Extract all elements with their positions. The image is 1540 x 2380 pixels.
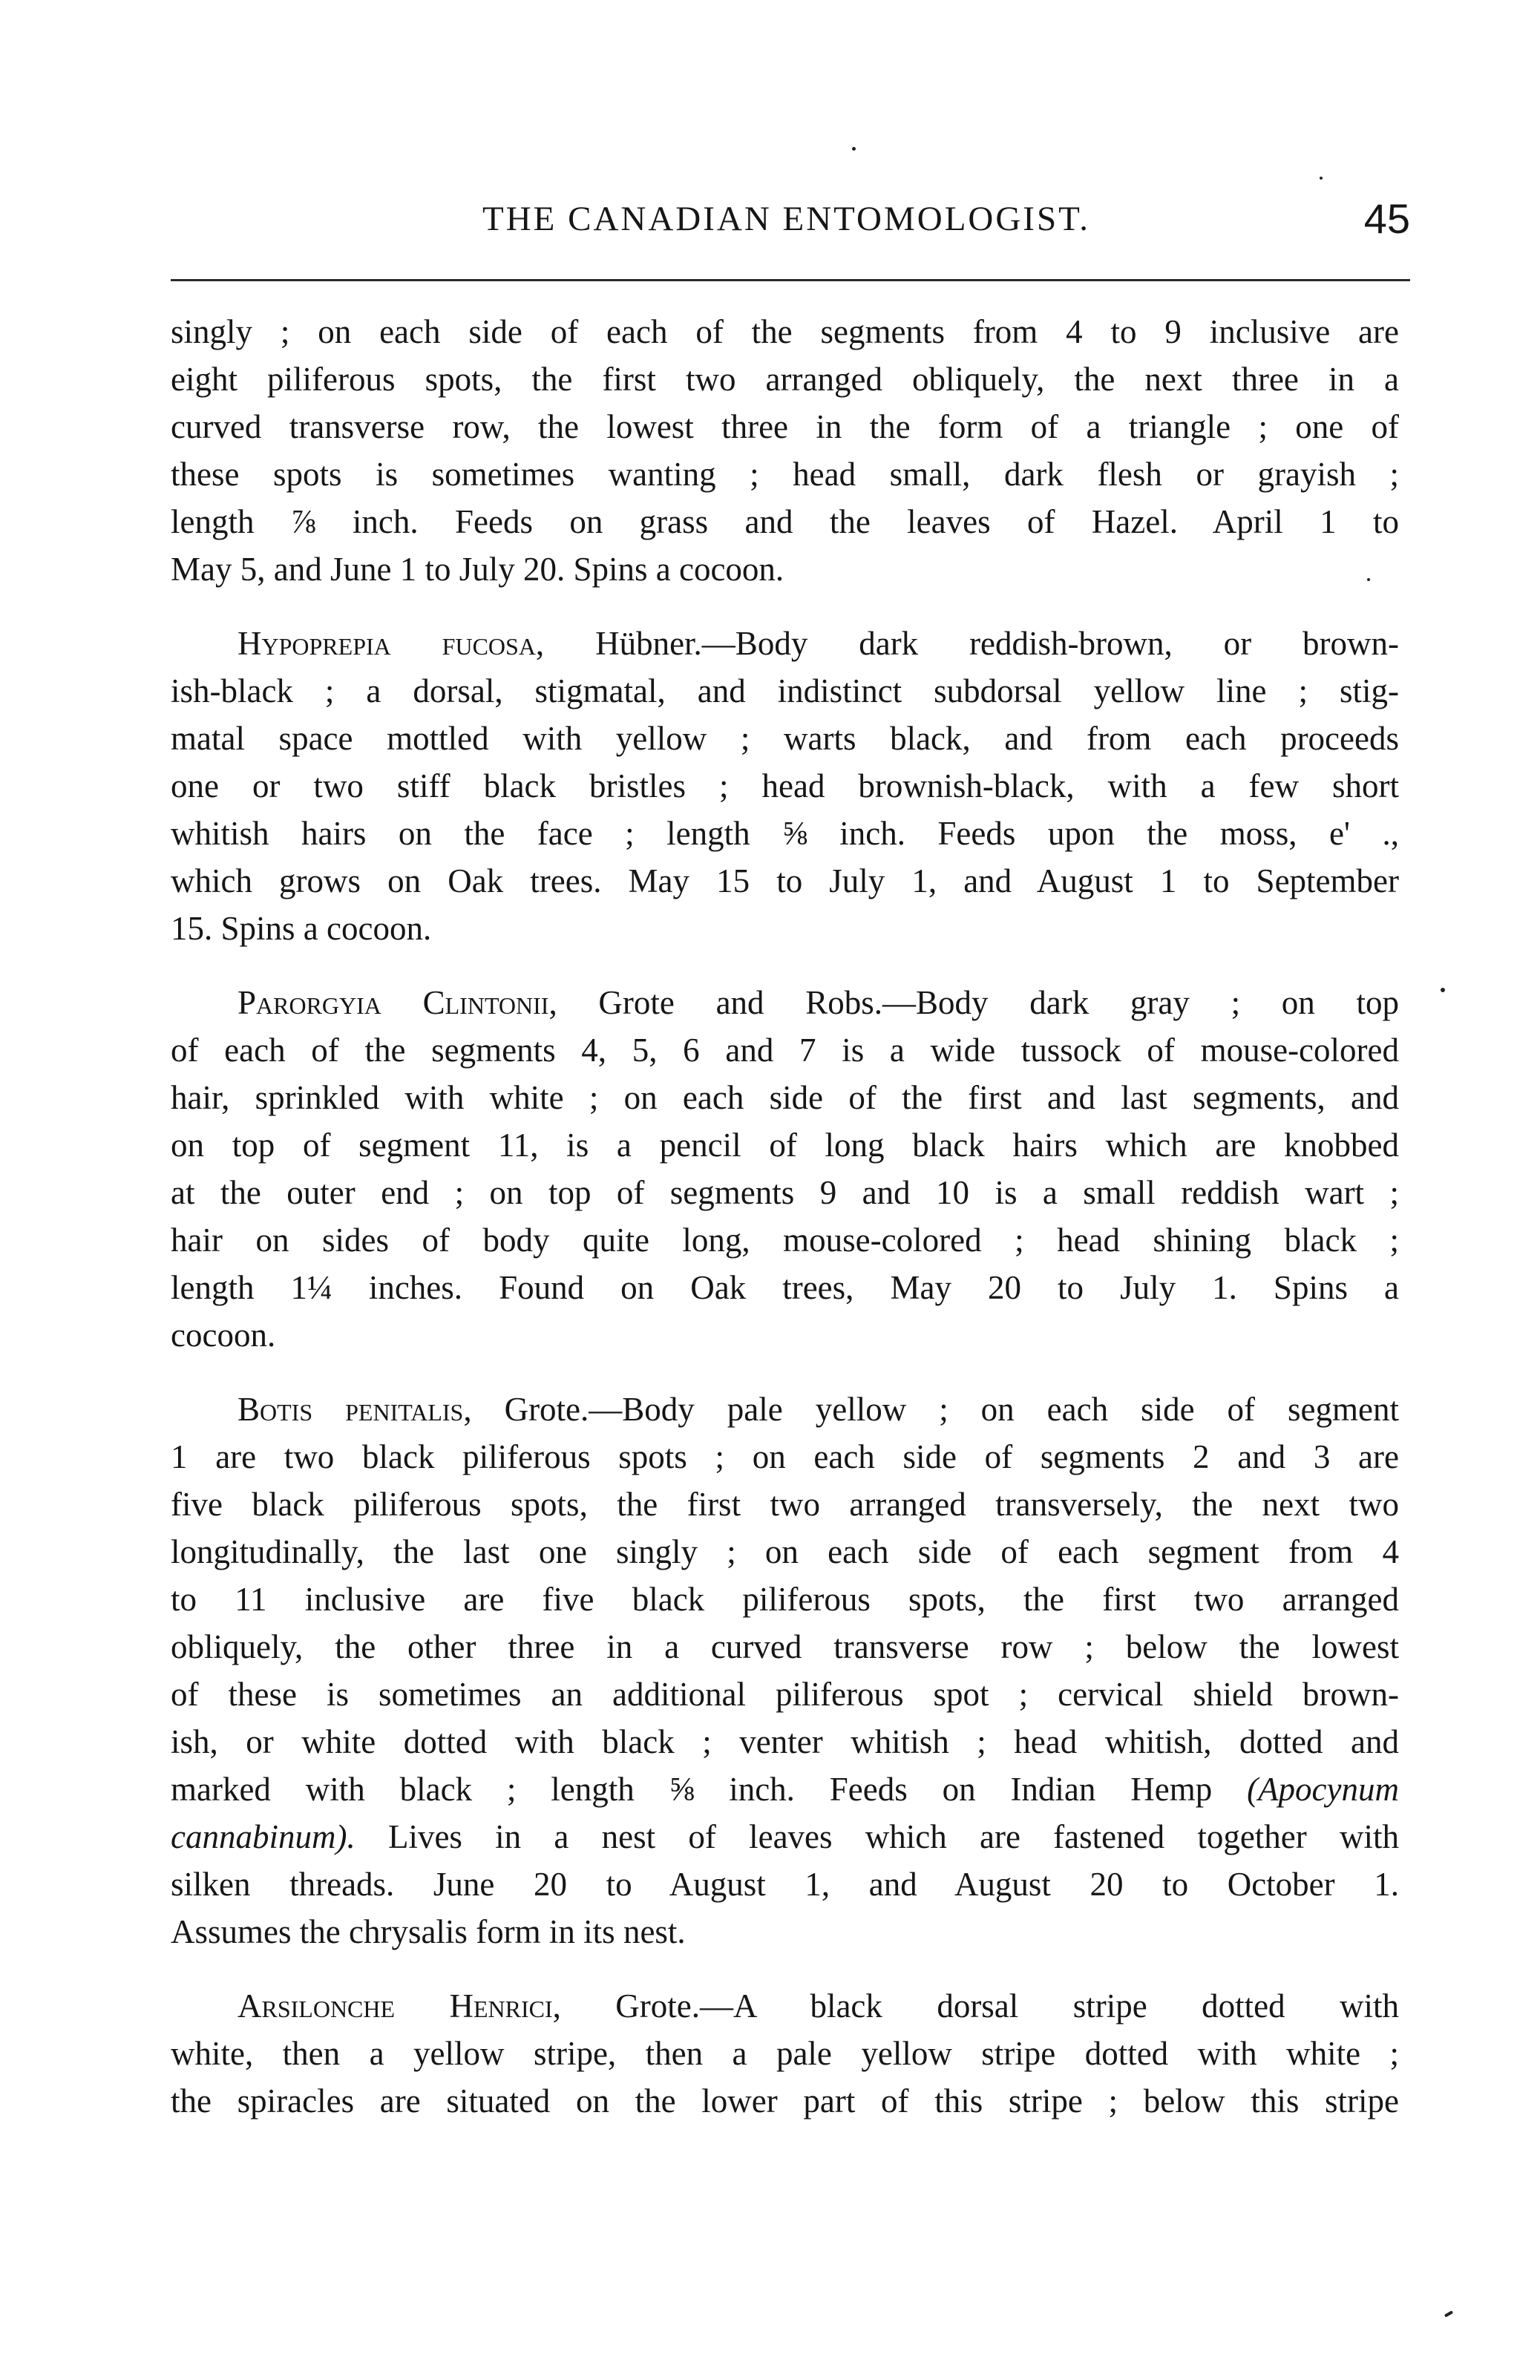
species-name: Botis penitalis, <box>237 1391 472 1428</box>
text-line: longitudinally, the last one singly ; on each side of each segment from 4 <box>171 1533 1399 1570</box>
text-line: whitish hairs on the face ; length ⅝ inch. Feeds upon the moss, e' ., <box>171 815 1399 852</box>
text-line: May 5, and June 1 to July 20. Spins a cocoon. <box>171 551 784 588</box>
text-line: of these is sometimes an additional piliferous spot ; cervical shield brown- <box>171 1676 1399 1713</box>
text-line: Assumes the chrysalis form in its nest. <box>171 1913 686 1950</box>
text-line: on top of segment 11, is a pencil of long black hairs which are knobbed <box>171 1127 1399 1164</box>
article-body <box>171 308 1399 2125</box>
text-line: singly ; on each side of each of the segments from 4 to 9 inclusive are <box>171 313 1399 350</box>
text-line: which grows on Oak trees. May 15 to July 1, and August 1 to September <box>171 862 1399 899</box>
paragraph-arsilonche-henrici <box>171 1982 1399 2125</box>
text-line: white, then a yellow stripe, then a pale yellow stripe dotted with white ; <box>171 2035 1399 2072</box>
text-line: one or two stiff black bristles ; head brownish-black, with a few short <box>171 767 1399 804</box>
paragraph-parorgyia-clintonii <box>171 979 1399 1359</box>
text-line: Hypoprepia fucosa, Hübner.—Body dark reddish-brown, or brown- <box>237 625 1399 662</box>
running-title: THE CANADIAN ENTOMOLOGIST. <box>482 200 1091 238</box>
page-number: 45 <box>1363 195 1410 242</box>
text-line: five black piliferous spots, the first two arranged transversely, the next two <box>171 1486 1399 1523</box>
scan-speck <box>1367 578 1370 581</box>
latin-name: cannabinum). <box>171 1818 355 1855</box>
header-rule <box>171 279 1410 281</box>
text-line: obliquely, the other three in a curved transverse row ; below the lowest <box>171 1628 1399 1665</box>
text-line: Botis penitalis, Grote.—Body pale yellow ; on each side of segment <box>237 1391 1399 1428</box>
paragraph-continuation <box>171 308 1399 593</box>
text-line: ish, or white dotted with black ; venter whitish ; head whitish, dotted and <box>171 1723 1399 1760</box>
text-line: the spiracles are situated on the lower part of this stripe ; below this stripe <box>171 2082 1399 2120</box>
text-line: silken threads. June 20 to August 1, and August 20 to October 1. <box>171 1866 1399 1903</box>
text-line: hair on sides of body quite long, mouse-colored ; head shining black ; <box>171 1222 1399 1259</box>
text-line: cocoon. <box>171 1317 276 1354</box>
text-line: eight piliferous spots, the first two arranged obliquely, the next three in a <box>171 361 1399 398</box>
text-line: Arsilonche Henrici, Grote.—A black dorsal stripe dotted with <box>237 1987 1399 2025</box>
text-line: to 11 inclusive are five black piliferous spots, the first two arranged <box>171 1581 1399 1618</box>
text-line: of each of the segments 4, 5, 6 and 7 is a wide tussock of mouse-colored <box>171 1032 1399 1069</box>
text-line: length 1¼ inches. Found on Oak trees, May 20 to July 1. Spins a <box>171 1269 1399 1306</box>
text-line: ish-black ; a dorsal, stigmatal, and indistinct subdorsal yellow line ; stig- <box>171 672 1399 709</box>
text-line: 15. Spins a cocoon. <box>171 910 432 947</box>
latin-name: (Apocynum <box>1247 1771 1399 1808</box>
text-line: hair, sprinkled with white ; on each side of the first and last segments, and <box>171 1079 1399 1116</box>
scan-speck <box>1320 177 1323 180</box>
text-line: cannabinum). Lives in a nest of leaves which are fastened together with <box>171 1818 1399 1855</box>
text-line: Parorgyia Clintonii, Grote and Robs.—Body dark gray ; on top <box>237 984 1399 1021</box>
scan-speck <box>1441 988 1445 992</box>
paragraph-hypoprepia-fucosa <box>171 620 1399 952</box>
scan-speck <box>852 147 856 151</box>
running-head <box>171 194 1410 254</box>
species-name: Parorgyia Clintonii, <box>237 984 557 1021</box>
text-line: matal space mottled with yellow ; warts black, and from each proceeds <box>171 720 1399 757</box>
text-line: length ⅞ inch. Feeds on grass and the leaves of Hazel. April 1 to <box>171 503 1399 540</box>
species-name: Arsilonche Henrici, <box>237 1987 561 2025</box>
species-name: Hypoprepia fucosa, <box>237 625 545 662</box>
text-line: at the outer end ; on top of segments 9 and 10 is a small reddish wart ; <box>171 1174 1399 1211</box>
text-line: marked with black ; length ⅝ inch. Feeds on Indian Hemp (Apocynum <box>171 1771 1399 1808</box>
text-line: curved transverse row, the lowest three in the form of a triangle ; one of <box>171 408 1399 445</box>
paragraph-botis-penitalis <box>171 1386 1399 1956</box>
text-line: 1 are two black piliferous spots ; on each side of segments 2 and 3 are <box>171 1438 1399 1475</box>
scan-speck <box>1444 2310 1453 2317</box>
text-line: these spots is sometimes wanting ; head small, dark flesh or grayish ; <box>171 456 1399 493</box>
